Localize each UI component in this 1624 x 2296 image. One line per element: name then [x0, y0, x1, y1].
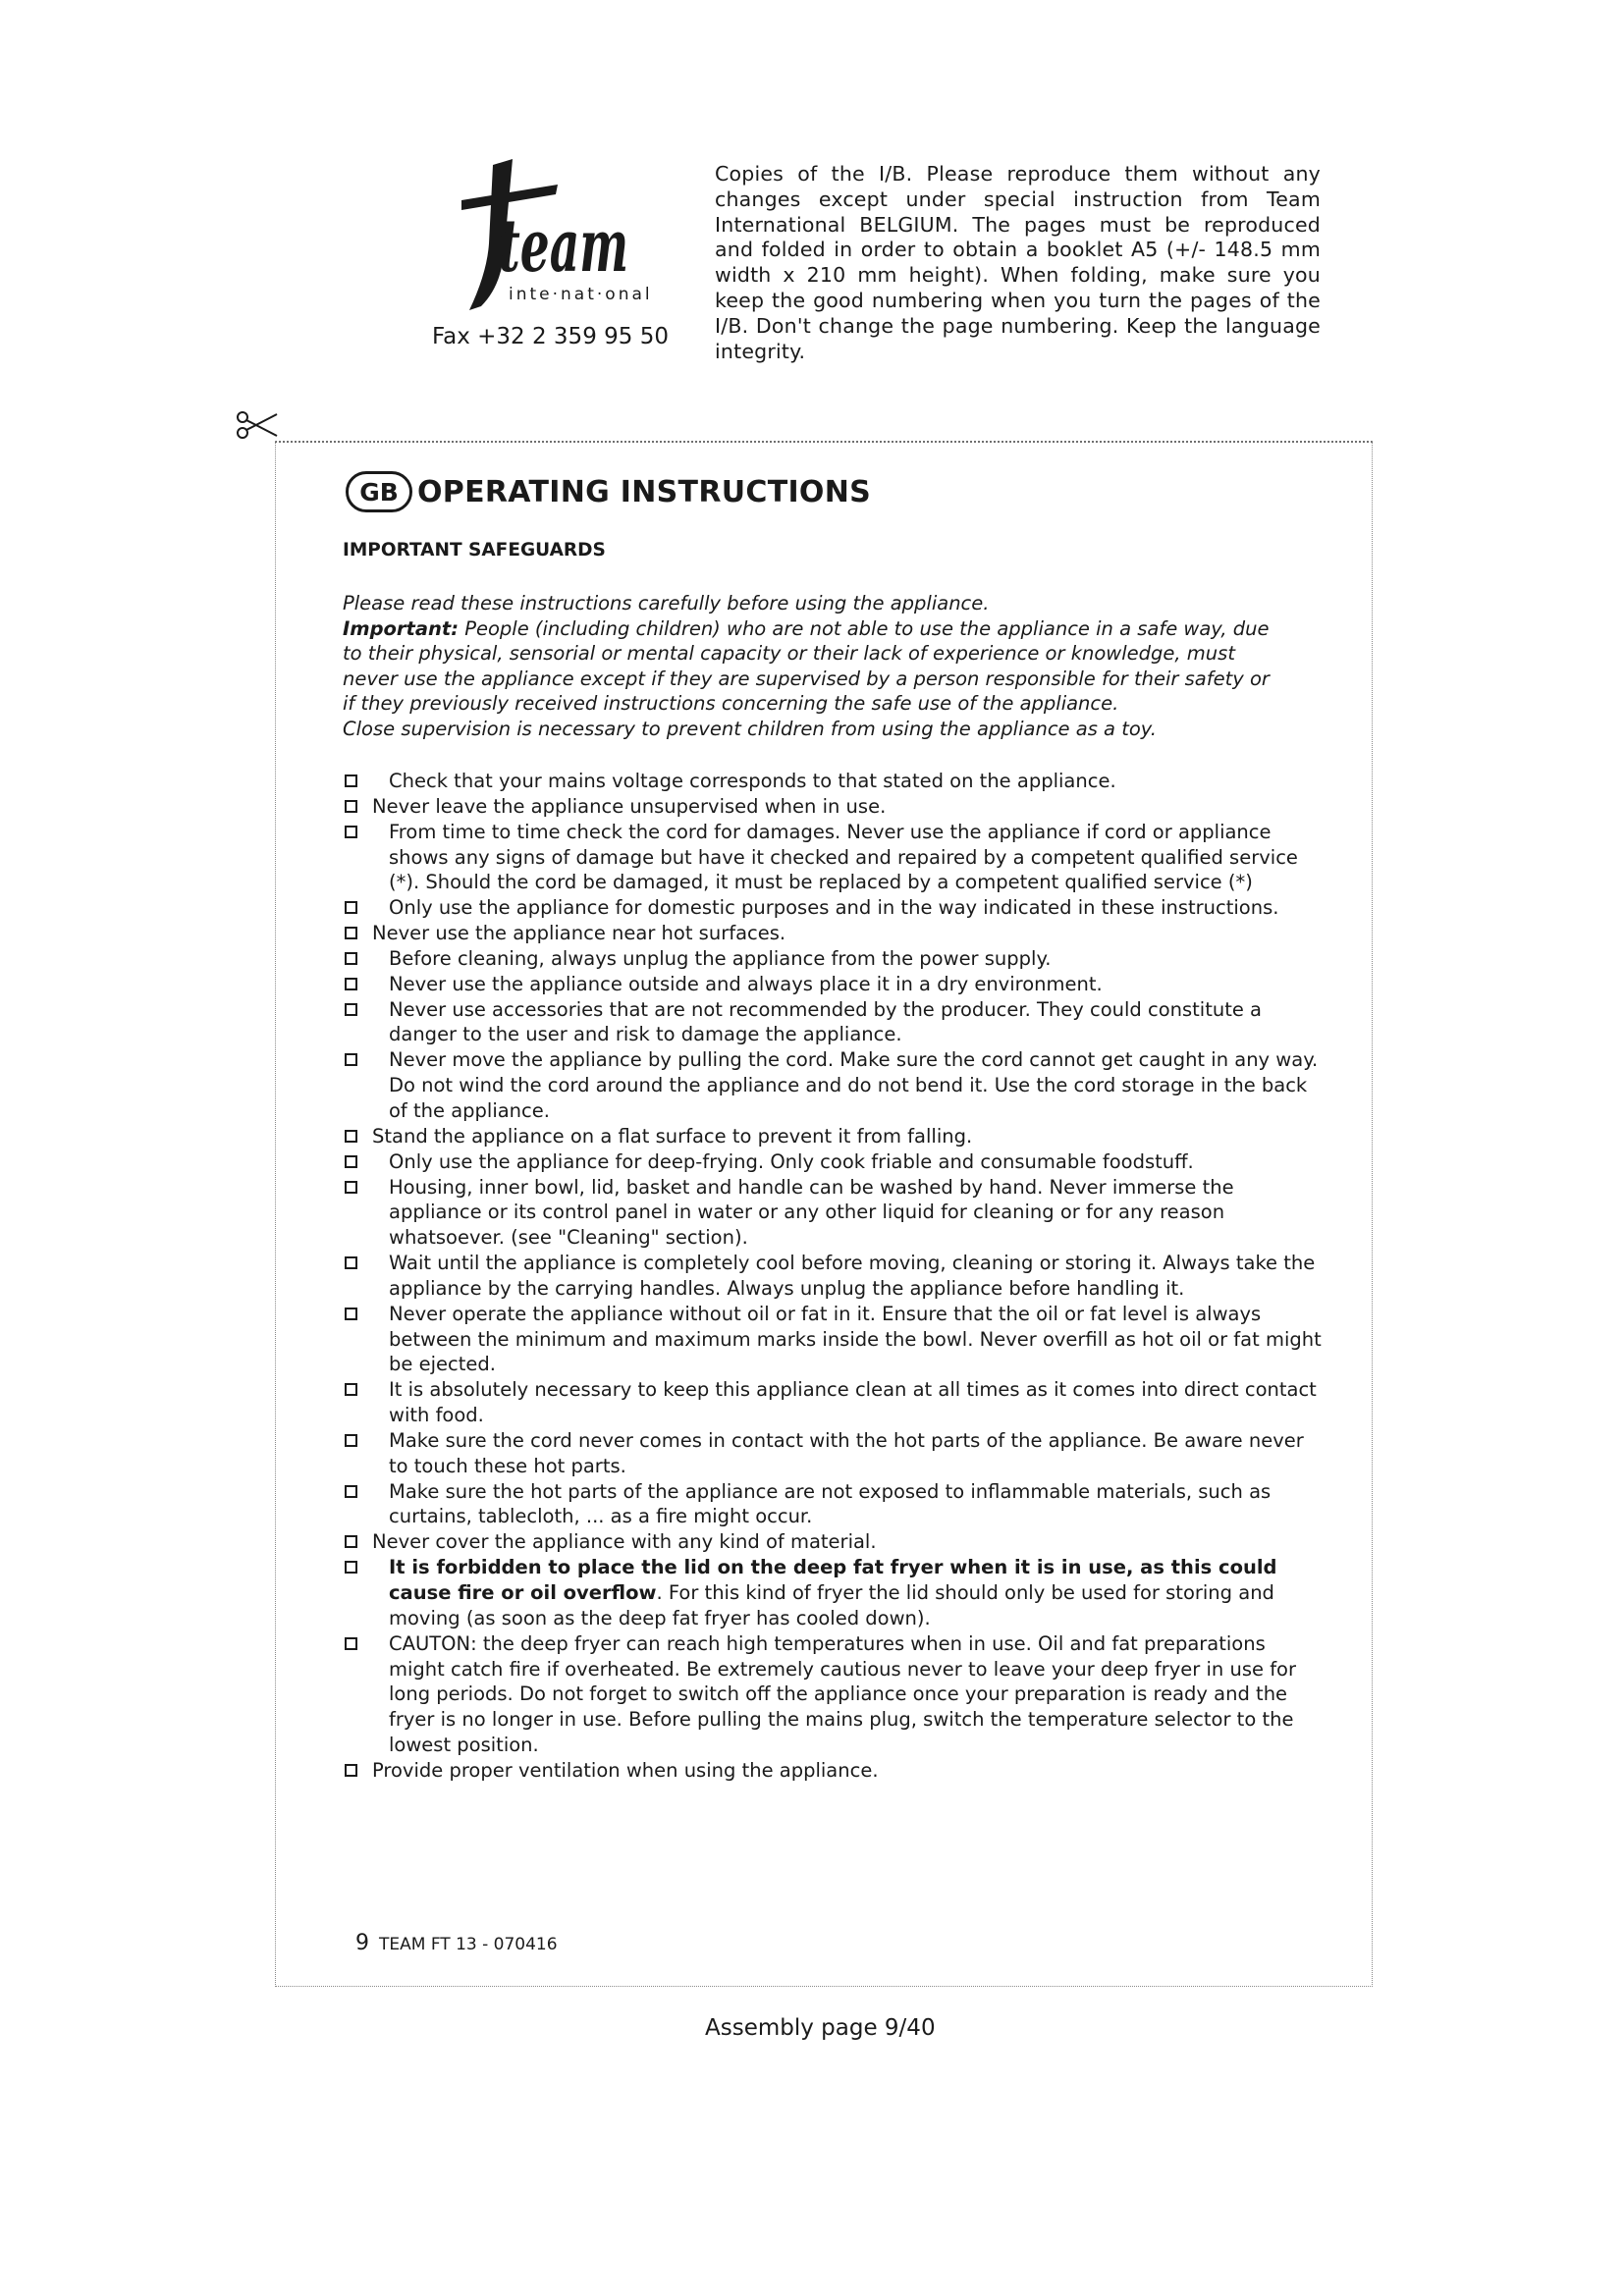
- logo-subtext: inte·nat·onal: [509, 285, 653, 304]
- list-item: Only use the appliance for domestic purposes and in the way indicated in these instructions.: [343, 895, 1325, 921]
- important-paragraph: [343, 616, 1280, 717]
- safeguards-list: [343, 769, 1325, 1784]
- checkbox-icon: [345, 826, 357, 838]
- checkbox-icon: [345, 1130, 357, 1143]
- list-item: Never use the appliance near hot surfaces.: [343, 921, 1325, 946]
- list-item: From time to time check the cord for damages. Never use the appliance if cord or appliance shows any signs of damage but have it checked and repaired by a competent qualified service (*). Should the cord be damaged, it must be replaced by a competent qualified service (*): [343, 820, 1325, 896]
- list-item: Housing, inner bowl, lid, basket and handle can be washed by hand. Never immerse the appliance or its control panel in water or any other liquid for cleaning or for any reason whatsoever. (see "Cleaning" section).: [343, 1175, 1325, 1252]
- checkbox-icon: [345, 1181, 357, 1194]
- section-heading: IMPORTANT SAFEGUARDS: [343, 540, 606, 561]
- checkbox-icon: [345, 774, 357, 787]
- list-item: Never move the appliance by pulling the cord. Make sure the cord cannot get caught in any way. Do not wind the cord around the appliance and do not bend it. Use the cord storage in the back of the appliance.: [343, 1047, 1325, 1124]
- list-item: Make sure the cord never comes in contact with the hot parts of the appliance. Be aware never to touch these hot parts.: [343, 1428, 1325, 1479]
- checkbox-icon: [345, 1535, 357, 1548]
- list-item: Provide proper ventilation when using the appliance.: [343, 1758, 1325, 1784]
- list-item: [343, 1555, 1325, 1631]
- checkbox-icon: [345, 1485, 357, 1498]
- checkbox-icon: [345, 1155, 357, 1168]
- checkbox-icon: [345, 1637, 357, 1650]
- fax-number: Fax +32 2 359 95 50: [432, 324, 669, 349]
- checkbox-icon: [345, 800, 357, 813]
- list-item: Check that your mains voltage corresponds to that stated on the appliance.: [343, 769, 1325, 794]
- scissors-icon: [236, 408, 281, 442]
- checkbox-icon: [345, 952, 357, 965]
- checkbox-icon: [345, 1308, 357, 1320]
- list-item: Make sure the hot parts of the appliance are not exposed to inflammable materials, such as curtains, tablecloth, ... as a fire might occur.: [343, 1479, 1325, 1530]
- checkbox-icon: [345, 1434, 357, 1447]
- checkbox-icon: [345, 1003, 357, 1016]
- lid-warning: It is forbidden to place the lid on the deep fat fryer when it is in use, as this could cause fire or oil overflow: [389, 1556, 1277, 1604]
- checkbox-icon: [345, 1053, 357, 1066]
- language-badge: GB: [346, 471, 412, 512]
- team-international-logo: [422, 155, 658, 327]
- checkbox-icon: [345, 1256, 357, 1269]
- page-number: 9: [355, 1931, 369, 1955]
- list-item: Never operate the appliance without oil or fat in it. Ensure that the oil or fat level is always between the minimum and maximum marks inside the bowl. Never overfill as hot oil or fat might be ejected.: [343, 1302, 1325, 1378]
- lid-note: . For this kind of fryer the lid should only be used for storing and moving (as soon as the deep fat fryer has cooled down).: [389, 1581, 1274, 1629]
- checkbox-icon: [345, 978, 357, 990]
- checkbox-icon: [345, 927, 357, 939]
- assembly-page-label: Assembly page 9/40: [705, 2015, 936, 2041]
- page-title: [346, 469, 871, 514]
- checkbox-icon: [345, 1561, 357, 1574]
- important-text: People (including children) who are not able to use the appliance in a safe way, due to their physical, sensorial or mental capacity or their lack of experience or knowledge, must never use the appliance except if they are supervised by a person responsible for their safety or if they previously received instructions concerning the safe use of the appliance.: [343, 616, 1270, 716]
- checkbox-icon: [345, 901, 357, 914]
- model-code: TEAM FT 13 - 070416: [379, 1935, 558, 1954]
- logo-wordmark: team: [499, 204, 628, 289]
- title-text: OPERATING INSTRUCTIONS: [417, 474, 872, 509]
- list-item: CAUTON: the deep fryer can reach high temperatures when in use. Oil and fat preparations might catch fire if overheated. Be extremely cautious never to leave your deep fryer in use for long periods. Do not forget to switch off the appliance once your preparation is ready and the fryer is no longer in use. Before pulling the mains plug, switch the temperature selector to the lowest position.: [343, 1631, 1325, 1758]
- page-footer: [355, 1931, 558, 1955]
- list-item: Stand the appliance on a flat surface to prevent it from falling.: [343, 1124, 1325, 1149]
- list-item: Never use accessories that are not recommended by the producer. They could constitute a danger to the user and risk to damage the appliance.: [343, 997, 1325, 1048]
- supervision-line: Close supervision is necessary to prevent children from using the appliance as a toy.: [343, 717, 1157, 740]
- list-item: Never use the appliance outside and always place it in a dry environment.: [343, 972, 1325, 997]
- intro-line: Please read these instructions carefully before using the appliance.: [343, 592, 990, 614]
- checkbox-icon: [345, 1383, 357, 1396]
- list-item: Only use the appliance for deep-frying. Only cook friable and consumable foodstuff.: [343, 1149, 1325, 1175]
- list-item: It is absolutely necessary to keep this appliance clean at all times as it comes into direct contact with food.: [343, 1377, 1325, 1428]
- list-item: Never leave the appliance unsupervised when in use.: [343, 794, 1325, 820]
- list-item: Wait until the appliance is completely cool before moving, cleaning or storing it. Always take the appliance by the carrying handles. Always unplug the appliance before handling it.: [343, 1251, 1325, 1302]
- important-label: Important:: [343, 616, 460, 640]
- intro-paragraph: [343, 591, 1280, 742]
- list-item: Before cleaning, always unplug the appliance from the power supply.: [343, 946, 1325, 972]
- copies-note: Copies of the I/B. Please reproduce them without any changes except under special instruction from Team International BELGIUM. The pages must be reproduced and folded in order to obtain a booklet A5 (+/- 148.5 mm width x 210 mm height). When folding, make sure you keep the good numbering when you turn the pages of the I/B. Don't change the page numbering. Keep the language integrity.: [715, 162, 1321, 363]
- list-item: Never cover the appliance with any kind of material.: [343, 1529, 1325, 1555]
- checkbox-icon: [345, 1764, 357, 1777]
